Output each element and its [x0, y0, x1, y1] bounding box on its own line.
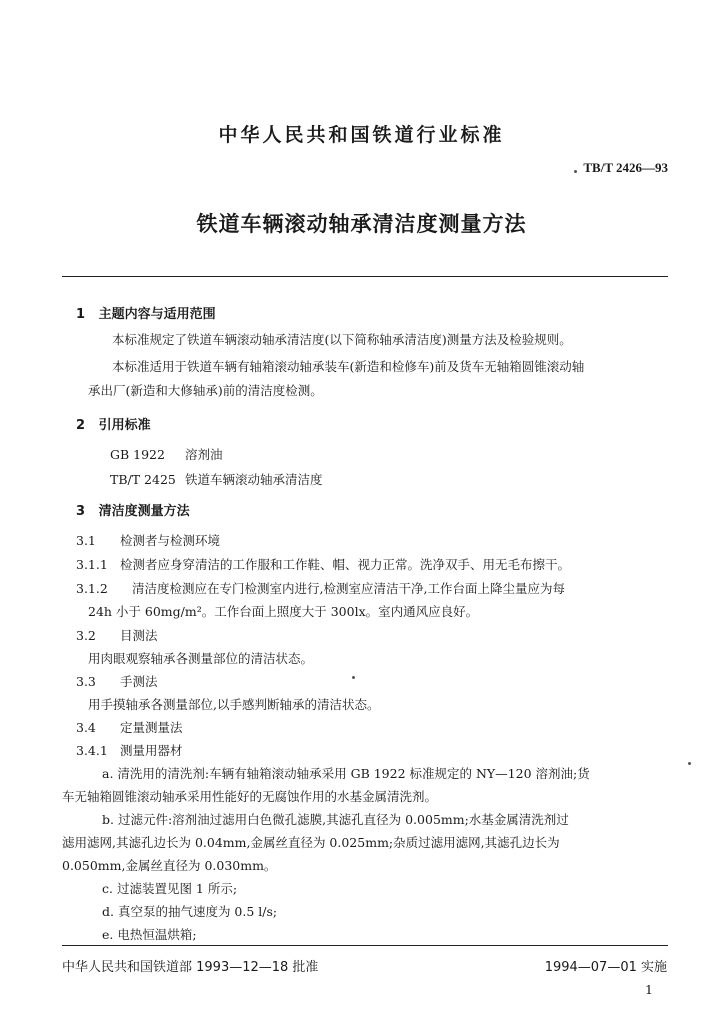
subsection-number: 3.1	[76, 533, 96, 548]
list-item-c: c. 过滤装置见图 1 所示;	[102, 881, 238, 896]
subsection-3-2	[76, 626, 158, 644]
org-title: 中华人民共和国铁道行业标准	[218, 124, 505, 146]
subsection-number: 3.4.1	[76, 743, 108, 758]
section-1-paragraph-2-line-1: 本标准适用于铁道车辆有轴箱滚动轴承装车(新造和检修车)前及货车无轴箱圆锥滚动轴	[112, 359, 585, 374]
subsection-number: 3.1.2	[76, 581, 108, 596]
page-number: 1	[645, 982, 653, 997]
subsection-number: 3.1.1	[76, 557, 108, 572]
subsection-3-3	[76, 672, 158, 690]
section-2-title: 引用标准	[98, 418, 151, 433]
subsection-3-1-2-line-2: 24h 小于 60mg/m²。工作台面上照度大于 300lx。室内通风应良好。	[88, 604, 479, 619]
reference-name: 铁道车辆滚动轴承清洁度	[185, 472, 323, 487]
subsection-3-1-2	[76, 579, 565, 597]
subsection-title: 手测法	[120, 674, 158, 689]
reference-code: GB 1922	[110, 447, 165, 462]
list-item-b-line-3: 0.050mm,金属丝直径为 0.030mm。	[62, 858, 277, 873]
subsection-number: 3.4	[76, 720, 96, 735]
scan-speck	[352, 676, 355, 679]
subsection-text: 检测者应身穿清洁的工作服和工作鞋、帽、视力正常。洗净双手、用无毛布擦干。	[120, 557, 571, 572]
list-item-a-line-1: a. 清洗用的清洗剂:车辆有轴箱滚动轴承采用 GB 1922 标准规定的 NY—120 溶剂油;货	[102, 766, 590, 781]
document-title: 铁道车辆滚动轴承清洁度测量方法	[196, 212, 527, 236]
section-3-number: 3	[76, 504, 86, 519]
subsection-3-2-text: 用肉眼观察轴承各测量部位的清洁状态。	[88, 651, 314, 666]
subsection-3-4	[76, 718, 183, 736]
subsection-number: 3.2	[76, 628, 96, 643]
footer-rule	[62, 945, 668, 946]
reference-row	[110, 470, 323, 488]
subsection-3-1-1	[76, 555, 570, 573]
section-3-title: 清洁度测量方法	[98, 504, 190, 519]
list-item-b-line-2: 滤用滤网,其滤孔边长为 0.04mm,金属丝直径为 0.025mm;杂质过滤用滤网,其滤孔边长为	[62, 835, 560, 850]
section-1-number: 1	[76, 307, 86, 322]
top-rule	[62, 276, 668, 277]
section-1-paragraph-2-line-2: 承出厂(新造和大修轴承)前的清洁度检测。	[88, 383, 323, 398]
section-2-number: 2	[76, 418, 86, 433]
subsection-title: 定量测量法	[120, 720, 183, 735]
effective-date: 1994—07—01 实施	[544, 960, 667, 975]
subsection-3-1	[76, 531, 220, 549]
scan-speck	[688, 762, 691, 765]
approval-note: 中华人民共和国铁道部 1993—12—18 批准	[62, 960, 319, 975]
reference-code: TB/T 2425	[110, 472, 176, 487]
subsection-title: 目测法	[120, 628, 158, 643]
reference-name: 溶剂油	[185, 447, 223, 462]
subsection-text: 清洁度检测应在专门检测室内进行,检测室应清洁干净,工作台面上降尘量应为每	[132, 581, 565, 596]
list-item-d: d. 真空泵的抽气速度为 0.5 l/s;	[102, 904, 278, 919]
scan-speck	[574, 170, 577, 173]
list-item-b-line-1: b. 过滤元件:溶剂油过滤用白色微孔滤膜,其滤孔直径为 0.005mm;水基金属清洗剂过	[102, 812, 569, 827]
section-1-paragraph-1: 本标准规定了铁道车辆滚动轴承清洁度(以下简称轴承清洁度)测量方法及检验规则。	[112, 332, 572, 347]
list-item-a-line-2: 车无轴箱圆锥滚动轴承采用性能好的无腐蚀作用的水基金属清洗剂。	[62, 789, 438, 804]
subsection-number: 3.3	[76, 674, 96, 689]
standard-code: TB/T 2426—93	[583, 160, 668, 175]
reference-row	[110, 445, 223, 463]
subsection-3-4-1	[76, 741, 183, 759]
section-1-heading	[76, 303, 216, 322]
section-2-heading	[76, 414, 151, 433]
list-item-e: e. 电热恒温烘箱;	[102, 927, 197, 942]
section-1-title: 主题内容与适用范围	[98, 307, 216, 322]
subsection-3-3-text: 用手摸轴承各测量部位,以手感判断轴承的清洁状态。	[88, 697, 380, 712]
subsection-title: 检测者与检测环境	[120, 533, 221, 548]
section-3-heading	[76, 500, 190, 519]
subsection-title: 测量用器材	[120, 743, 183, 758]
